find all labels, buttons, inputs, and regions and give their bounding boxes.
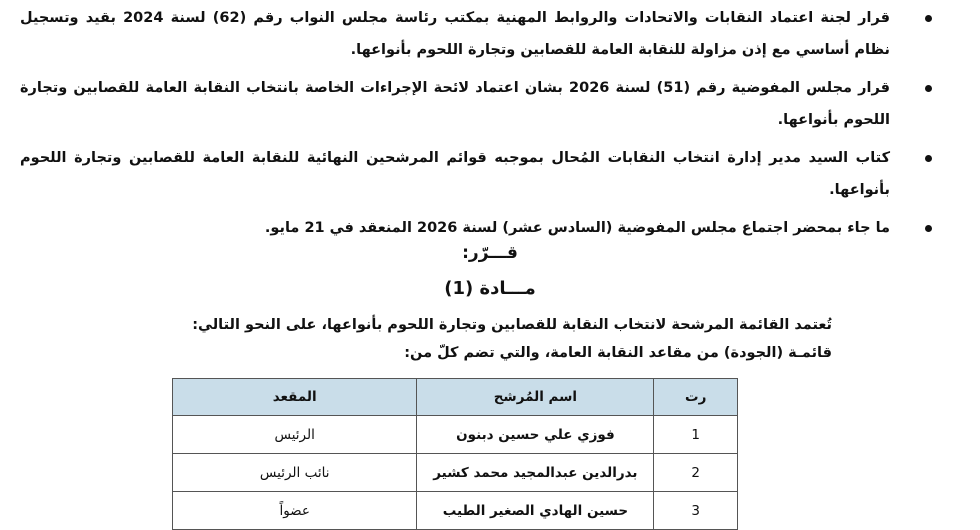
table-row: [173, 454, 738, 492]
candidate-seat: نائب الرئيس: [173, 454, 417, 492]
article-heading: مـــادة (1): [444, 278, 536, 299]
row-number: 2: [654, 454, 738, 492]
decision-heading: قـــرّر:: [462, 243, 518, 263]
preamble-text: قرار لجنة اعتماد النقابات والاتحادات والروابط المهنية بمكتب رئاسة مجلس النواب رقم (62) لسنة 2024 بقيد وتسجيل نظام أساسي مع إذن مزاولة للنقابة العامة للقصابين وتجارة اللحوم بأنواعها.: [20, 10, 891, 58]
preamble-item: [20, 2, 940, 66]
preamble-item: [20, 212, 940, 244]
candidates-table: [172, 378, 738, 530]
table-row: [173, 492, 738, 530]
candidate-seat: عضواً: [173, 492, 417, 530]
table-header-row: [173, 379, 738, 416]
list-title: قائمـة (الجودة) من مقاعد النقابة العامة، والتي تضم كلّ من:: [404, 345, 832, 361]
row-number: 3: [654, 492, 738, 530]
header-candidate-name: اسم المُرشح: [417, 379, 654, 416]
preamble-item: [20, 142, 940, 206]
candidate-name: فوزي علي حسين دبنون: [417, 416, 654, 454]
preamble-list: [20, 2, 940, 250]
intro-text: تُعتمد القائمة المرشحة لانتخاب النقابة للقصابين وتجارة اللحوم بأنواعها، على النحو التالي:: [192, 317, 832, 333]
candidate-seat: الرئيس: [173, 416, 417, 454]
bullet-icon: [925, 15, 932, 22]
preamble-text: قرار مجلس المفوضية رقم (51) لسنة 2026 بشان اعتماد لائحة الإجراءات الخاصة بانتخاب النقابة العامة للقصابين وتجارة اللحوم بأنواعها.: [20, 80, 890, 128]
bullet-icon: [925, 155, 932, 162]
bullet-icon: [925, 85, 932, 92]
bullet-icon: [925, 225, 932, 232]
table-row: [173, 416, 738, 454]
header-number: رت: [654, 379, 738, 416]
preamble-item: [20, 72, 940, 136]
candidate-name: حسين الهادي الصغير الطيب: [417, 492, 654, 530]
preamble-text: ما جاء بمحضر اجتماع مجلس المفوضية (السادس عشر) لسنة 2026 المنعقد في 21 مايو.: [264, 220, 890, 236]
header-seat: المقعد: [173, 379, 417, 416]
candidate-name: بدرالدين عبدالمجيد محمد كشير: [417, 454, 654, 492]
preamble-text: كتاب السيد مدير إدارة انتخاب النقابات المُحال بموجبه قوائم المرشحين النهائية للنقابة العامة للقصابين وتجارة اللحوم بأنواعها.: [20, 150, 890, 198]
row-number: 1: [654, 416, 738, 454]
